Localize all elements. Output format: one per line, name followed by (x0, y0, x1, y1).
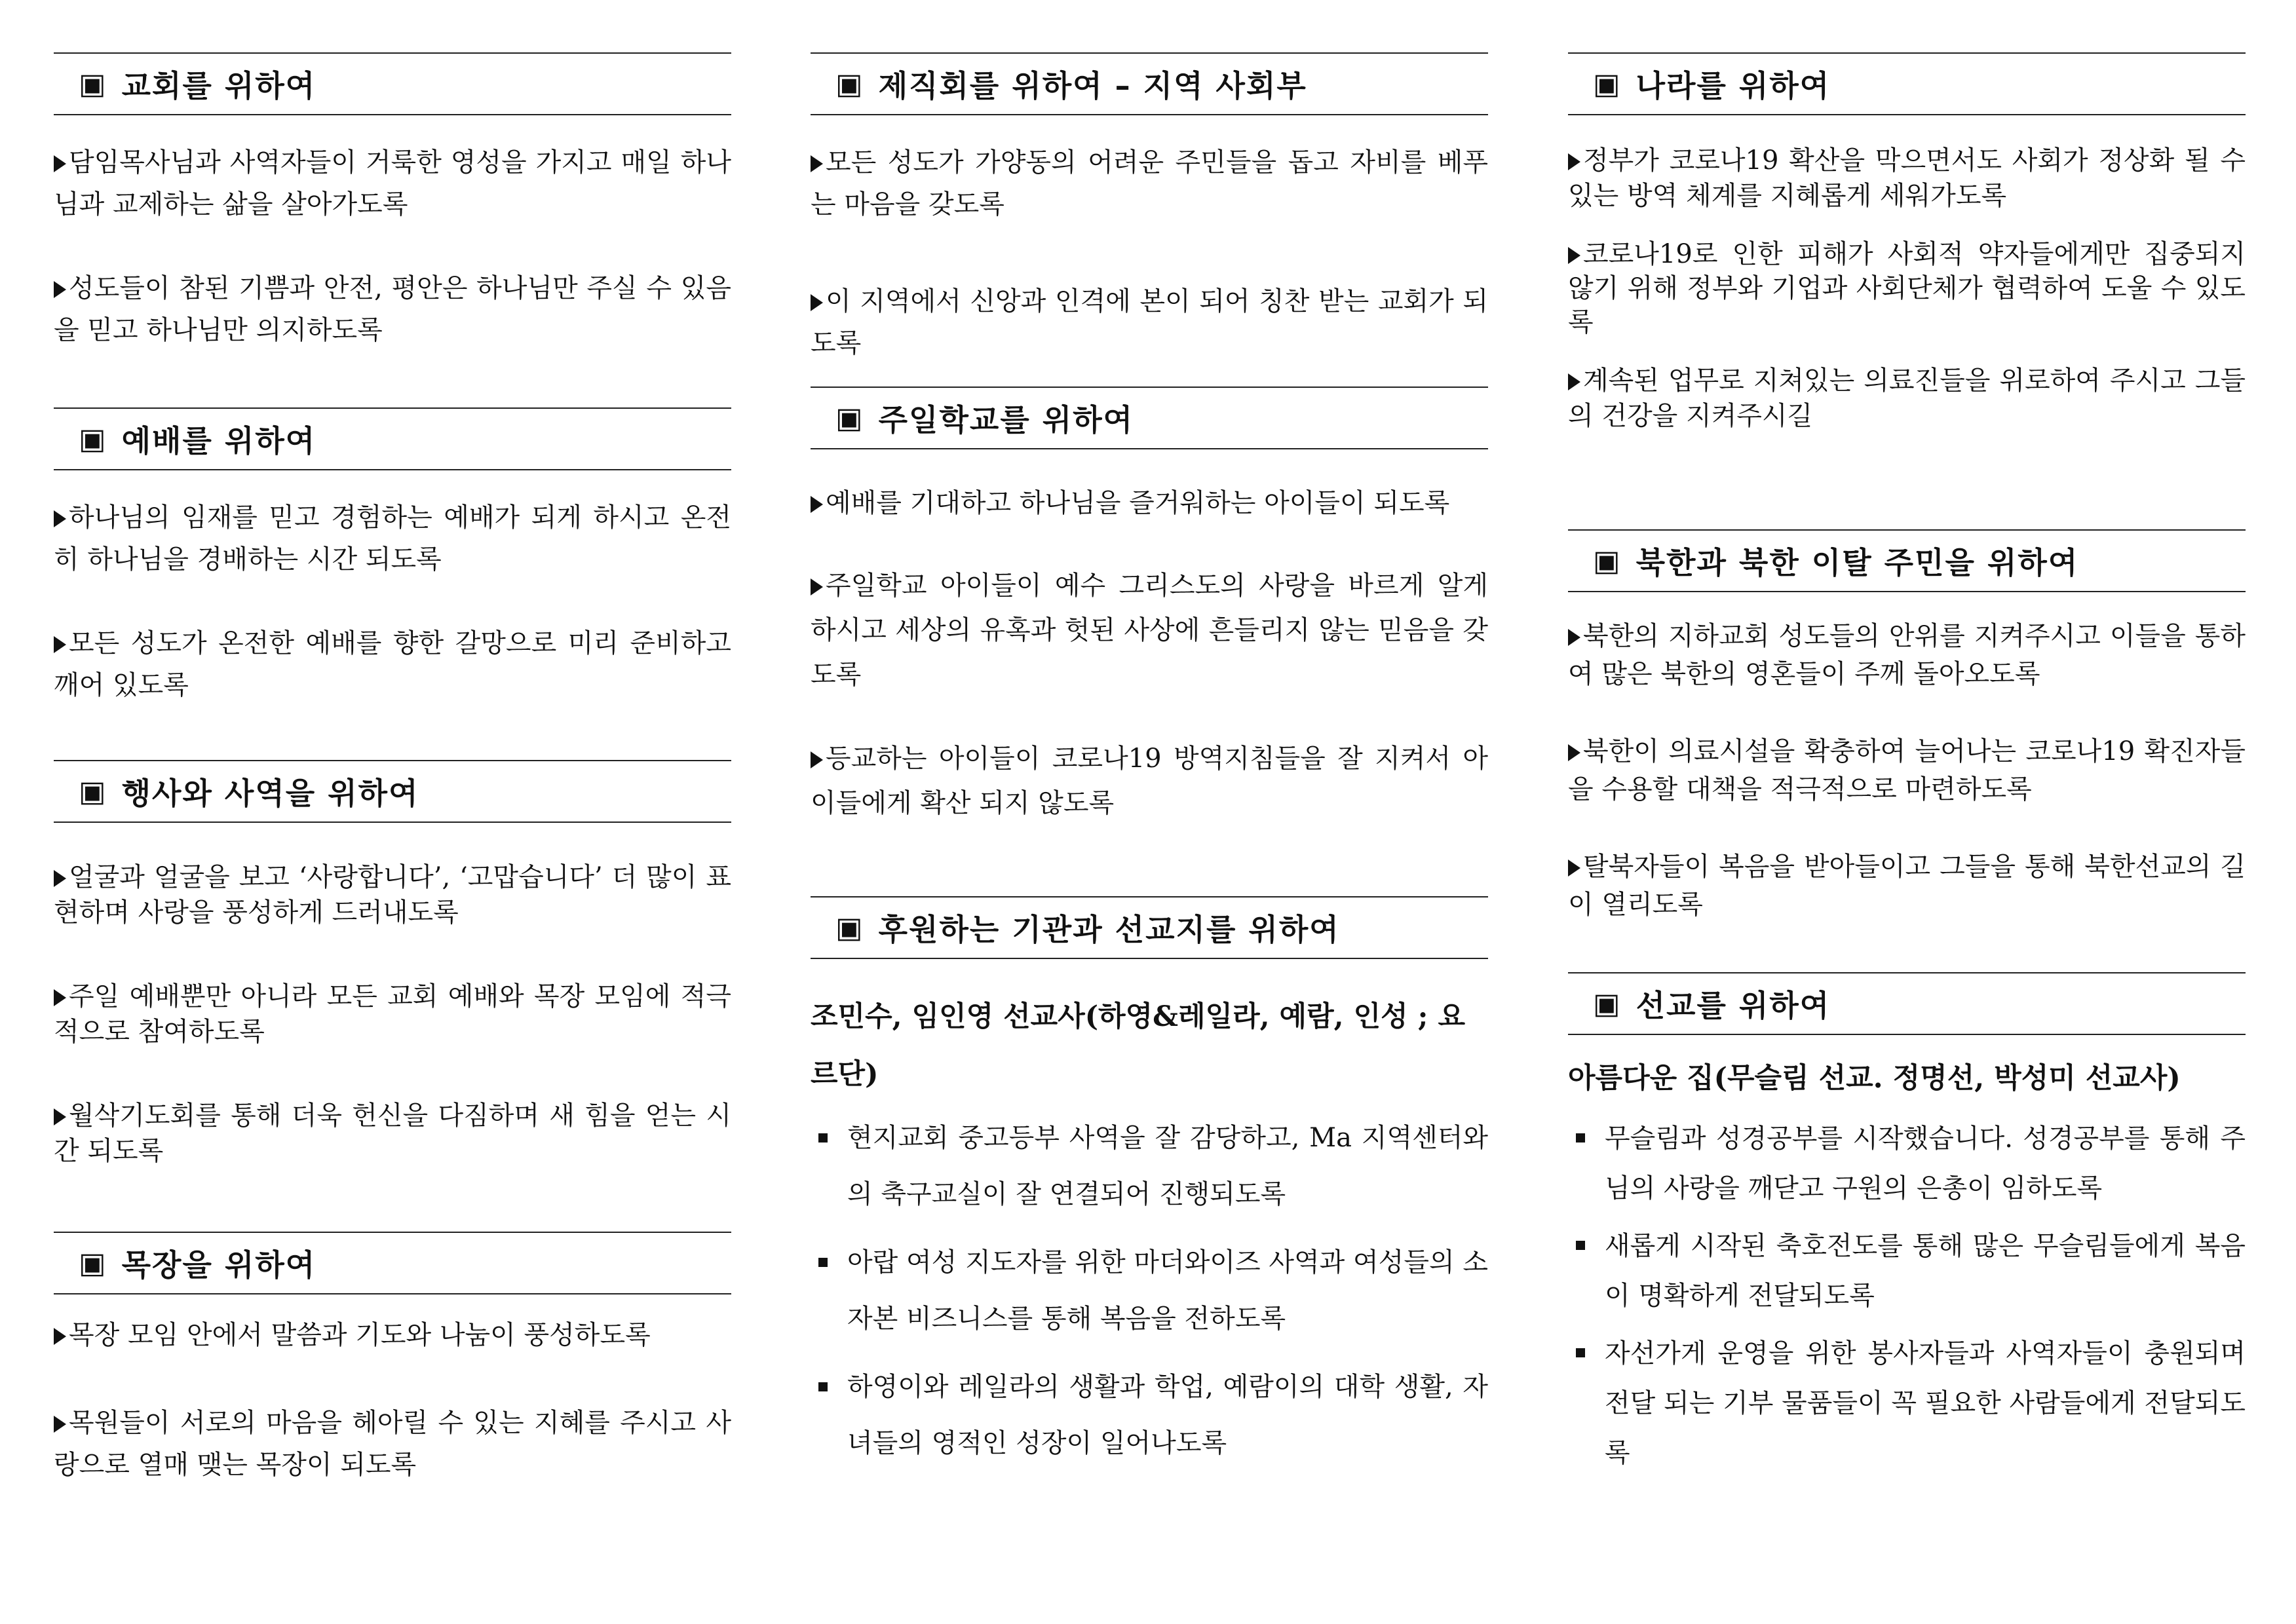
prayer-item: 월삭기도회를 통해 더욱 헌신을 다짐하며 새 힘을 얻는 시간 되도록 (54, 1101, 731, 1166)
section-missions (1568, 972, 2246, 1486)
section-title: 후원하는 기관과 선교지를 위하여 (878, 912, 1340, 947)
section-events-ministry (54, 760, 731, 1169)
list-item: 자선가게 운영을 위한 봉사자들과 사역자들이 충원되며 전달 되는 기부 물품들이 꼭 필요한 사람들에게 전달되도록 (1568, 1329, 2246, 1478)
square-marker-icon: ▣ (1593, 987, 1622, 1021)
triangle-icon (54, 1328, 66, 1345)
square-marker-icon: ▣ (79, 1246, 107, 1280)
missionary-name: 조민수, 임인영 선교사(하영&레일라, 예람, 인성 ; 요르단) (811, 1000, 1465, 1091)
prayer-item: 주일 예배뿐만 아니라 모든 교회 예배와 목장 모임에 적극적으로 참여하도록 (54, 981, 731, 1047)
section-title: 제직회를 위하여 – 지역 사회부 (878, 68, 1307, 104)
list-item: 하영이와 레일라의 생활과 학업, 예람이의 대학 생활, 자녀들의 영적인 성장이 일어나도록 (811, 1359, 1488, 1471)
square-marker-icon: ▣ (835, 911, 864, 945)
section-deacons-community (811, 52, 1488, 364)
triangle-icon (1568, 744, 1580, 761)
prayer-item: 주일학교 아이들이 예수 그리스도의 사랑을 바르게 알게 하시고 세상의 유혹과 헛된 사상에 흔들리지 않는 믿음을 갖도록 (811, 571, 1488, 690)
triangle-icon (1568, 373, 1580, 390)
section-heading (1568, 972, 2246, 1035)
section-church (54, 52, 731, 351)
section-title: 목장을 위하여 (121, 1247, 316, 1283)
section-heading (811, 896, 1488, 959)
square-marker-icon: ▣ (79, 67, 107, 101)
section-title: 주일학교를 위하여 (878, 402, 1134, 438)
section-title: 행사와 사역을 위하여 (121, 776, 419, 811)
section-title: 교회를 위하여 (121, 68, 316, 104)
prayer-item: 담임목사님과 사역자들이 거룩한 영성을 가지고 매일 하나님과 교제하는 삶을 살아가도록 (54, 147, 731, 219)
prayer-item: 탈북자들이 복음을 받아들이고 그들을 통해 북한선교의 길이 열리도록 (1568, 852, 2246, 920)
prayer-item: 성도들이 참된 기쁨과 안전, 평안은 하나님만 주실 수 있음을 믿고 하나님만 의지하도록 (54, 273, 731, 345)
section-heading (811, 52, 1488, 115)
prayer-item: 등교하는 아이들이 코로나19 방역지침들을 잘 지켜서 아이들에게 확산 되지 않도록 (811, 744, 1488, 818)
missionary-name: 아름다운 집(무슬림 선교. 정명선, 박성미 선교사) (1568, 1062, 2181, 1095)
section-supported-missions (811, 896, 1488, 1483)
bullet-square-icon (818, 1382, 828, 1391)
section-heading (54, 52, 731, 115)
bullet-square-icon (818, 1133, 828, 1142)
section-heading (54, 760, 731, 823)
triangle-icon (811, 155, 823, 172)
section-north-korea (1568, 529, 2246, 924)
bullet-square-icon (818, 1258, 828, 1267)
mission-list (1568, 1114, 2246, 1478)
square-marker-icon: ▣ (835, 401, 864, 435)
triangle-icon (54, 1416, 66, 1433)
section-heading (54, 407, 731, 470)
triangle-icon (54, 281, 66, 298)
triangle-icon (54, 870, 66, 887)
triangle-icon (1568, 859, 1580, 877)
section-cell-group (54, 1232, 731, 1486)
list-item: 아랍 여성 지도자를 위한 마더와이즈 사역과 여성들의 소자본 비즈니스를 통해 복음을 전하도록 (811, 1234, 1488, 1347)
prayer-item: 예배를 기대하고 하나님을 즐거워하는 아이들이 되도록 (811, 481, 1488, 525)
bullet-square-icon (1576, 1133, 1585, 1142)
section-heading (1568, 52, 2246, 115)
prayer-item: 목장 모임 안에서 말씀과 기도와 나눔이 풍성하도록 (54, 1314, 731, 1356)
section-title: 예배를 위하여 (121, 423, 316, 459)
bullet-square-icon (1576, 1348, 1585, 1357)
triangle-icon (1568, 629, 1580, 646)
section-title: 나라를 위하여 (1636, 68, 1831, 104)
triangle-icon (811, 496, 823, 513)
section-heading (1568, 529, 2246, 592)
section-title: 북한과 북한 이탈 주민을 위하여 (1636, 545, 2079, 580)
list-item: 현지교회 중고등부 사역을 잘 감당하고, Ma 지역센터와의 축구교실이 잘 연결되어 진행되도록 (811, 1110, 1488, 1222)
prayer-item: 얼굴과 얼굴을 보고 ‘사랑합니다’, ‘고맙습니다’ 더 많이 표현하며 사랑을 풍성하게 드러내도록 (54, 862, 731, 928)
section-worship (54, 407, 731, 706)
list-item: 무슬림과 성경공부를 시작했습니다. 성경공부를 통해 주님의 사랑을 깨닫고 구원의 은총이 임하도록 (1568, 1114, 2246, 1213)
section-title: 선교를 위하여 (1636, 988, 1831, 1023)
section-heading (54, 1232, 731, 1294)
triangle-icon (811, 294, 823, 311)
section-sunday-school (811, 387, 1488, 825)
prayer-item: 북한이 의료시설을 확충하여 늘어나는 코로나19 확진자들을 수용할 대책을 적극적으로 마련하도록 (1568, 736, 2246, 804)
prayer-item: 모든 성도가 가양동의 어려운 주민들을 돕고 자비를 베푸는 마음을 갖도록 (811, 147, 1488, 219)
mission-list (811, 1110, 1488, 1471)
prayer-item: 이 지역에서 신앙과 인격에 본이 되어 칭찬 받는 교회가 되도록 (811, 286, 1488, 358)
triangle-icon (54, 989, 66, 1006)
prayer-item: 목원들이 서로의 마음을 헤아릴 수 있는 지혜를 주시고 사랑으로 열매 맺는 목장이 되도록 (54, 1408, 731, 1480)
prayer-item: 코로나19로 인한 피해가 사회적 약자들에게만 집중되지 않기 위해 정부와 기업과 사회단체가 협력하여 도울 수 있도록 (1568, 239, 2246, 337)
prayer-item: 정부가 코로나19 확산을 막으면서도 사회가 정상화 될 수 있는 방역 체계를 지혜롭게 세워가도록 (1568, 145, 2246, 211)
triangle-icon (1568, 247, 1580, 264)
section-nation (1568, 52, 2246, 434)
prayer-item: 계속된 업무로 지쳐있는 의료진들을 위로하여 주시고 그들의 건강을 지켜주시길 (1568, 366, 2246, 431)
square-marker-icon: ▣ (79, 422, 107, 456)
section-heading (811, 387, 1488, 449)
list-item: 새롭게 시작된 축호전도를 통해 많은 무슬림들에게 복음이 명확하게 전달되도록 (1568, 1221, 2246, 1321)
triangle-icon (1568, 153, 1580, 170)
triangle-icon (54, 1108, 66, 1125)
triangle-icon (811, 578, 823, 595)
square-marker-icon: ▣ (1593, 67, 1622, 101)
prayer-item: 하나님의 임재를 믿고 경험하는 예배가 되게 하시고 온전히 하나님을 경배하는 시간 되도록 (54, 502, 731, 575)
prayer-item: 북한의 지하교회 성도들의 안위를 지켜주시고 이들을 통하여 많은 북한의 영혼들이 주께 돌아오도록 (1568, 621, 2246, 689)
square-marker-icon: ▣ (835, 67, 864, 101)
triangle-icon (54, 155, 66, 172)
triangle-icon (811, 751, 823, 768)
prayer-item: 모든 성도가 온전한 예배를 향한 갈망으로 미리 준비하고 깨어 있도록 (54, 628, 731, 700)
triangle-icon (54, 510, 66, 527)
bullet-square-icon (1576, 1241, 1585, 1250)
triangle-icon (54, 636, 66, 653)
square-marker-icon: ▣ (79, 774, 107, 808)
square-marker-icon: ▣ (1593, 544, 1622, 578)
